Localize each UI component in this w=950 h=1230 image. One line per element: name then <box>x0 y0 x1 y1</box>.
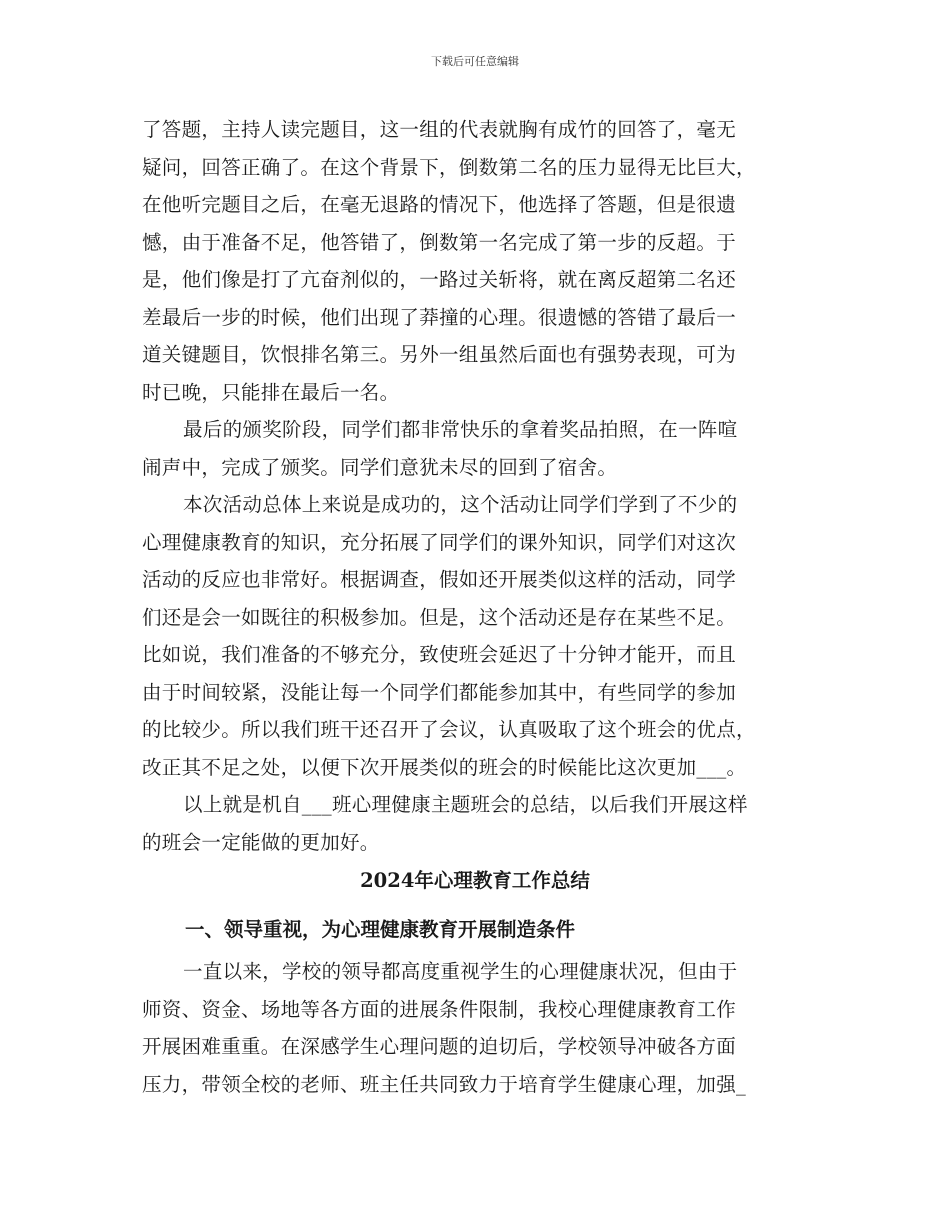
text-line: 差最后一步的时候，他们出现了莽撞的心理。很遗憾的答错了最后一 <box>142 305 737 329</box>
text-line: 们还是会一如既往的积极参加。但是，这个活动还是存在某些不足。 <box>142 605 737 629</box>
text-line: 最后的颁奖阶段，同学们都非常快乐的拿着奖品拍照，在一阵喧 <box>183 418 738 441</box>
text-line: 开展困难重重。在深感学生心理问题的迫切后，学校领导冲破各方面 <box>142 1035 737 1058</box>
text-line: 由于时间较紧，没能让每一个同学们都能参加其中，有些同学的参加 <box>142 680 737 704</box>
text-line: 的比较少。所以我们班干还召开了会议，认真吸取了这个班会的优点， <box>142 718 756 741</box>
text-line: 比如说，我们准备的不够充分，致使班会延迟了十分钟才能开，而且 <box>142 643 737 666</box>
text-line: 闹声中，完成了颁奖。同学们意犹未尽的回到了宿舍。 <box>142 455 618 479</box>
text-line: 本次活动总体上来说是成功的，这个活动让同学们学到了不少的 <box>183 493 738 516</box>
text-line: 疑问，回答正确了。在这个背景下，倒数第二名的压力显得无比巨大， <box>142 155 756 179</box>
text-line: 一直以来，学校的领导都高度重视学生的心理健康状况，但由于 <box>183 960 738 983</box>
text-line: 师资、资金、场地等各方面的进展条件限制，我校心理健康教育工作 <box>142 997 737 1021</box>
text-line: 道关键题目，饮恨排名第三。另外一组虽然后面也有强势表现，可为 <box>142 343 737 366</box>
text-line: 的班会一定能做的更加好。 <box>142 830 380 854</box>
text-line: 了答题，主持人读完题目，这一组的代表就胸有成竹的回答了，毫无 <box>142 118 737 141</box>
text-line: 时已晚，只能排在最后一名。 <box>142 380 400 404</box>
document-title: 2024年心理教育工作总结 <box>360 869 590 892</box>
paragraph-leadership <box>142 953 812 1103</box>
text-line: 改正其不足之处，以便下次开展类似的班会的时候能比这次更加___。 <box>142 755 747 779</box>
text-line: 憾，由于准备不足，他答错了，倒数第一名完成了第一步的反超。于 <box>142 230 737 254</box>
text-line: 压力，带领全校的老师、班主任共同致力于培育学生健康心理，加强_ <box>142 1072 747 1096</box>
text-line: 活动的反应也非常好。根据调查，假如还开展类似这样的活动，同学 <box>142 568 737 591</box>
text-line: 在他听完题目之后，在毫无退路的情况下，他选择了答题，但是很遗 <box>142 193 737 216</box>
section-heading: 一、领导重视，为心理健康教育开展制造条件 <box>185 918 576 941</box>
text-line: 以上就是机自___班心理健康主题班会的总结，以后我们开展这样 <box>183 793 748 816</box>
paragraph-quiz-narrative <box>142 111 812 861</box>
text-line: 心理健康教育的知识，充分拓展了同学们的课外知识，同学们对这次 <box>142 530 737 554</box>
page-header: 下载后可任意编辑 <box>431 55 519 68</box>
text-line: 是，他们像是打了亢奋剂似的，一路过关斩将，就在离反超第二名还 <box>142 268 737 291</box>
